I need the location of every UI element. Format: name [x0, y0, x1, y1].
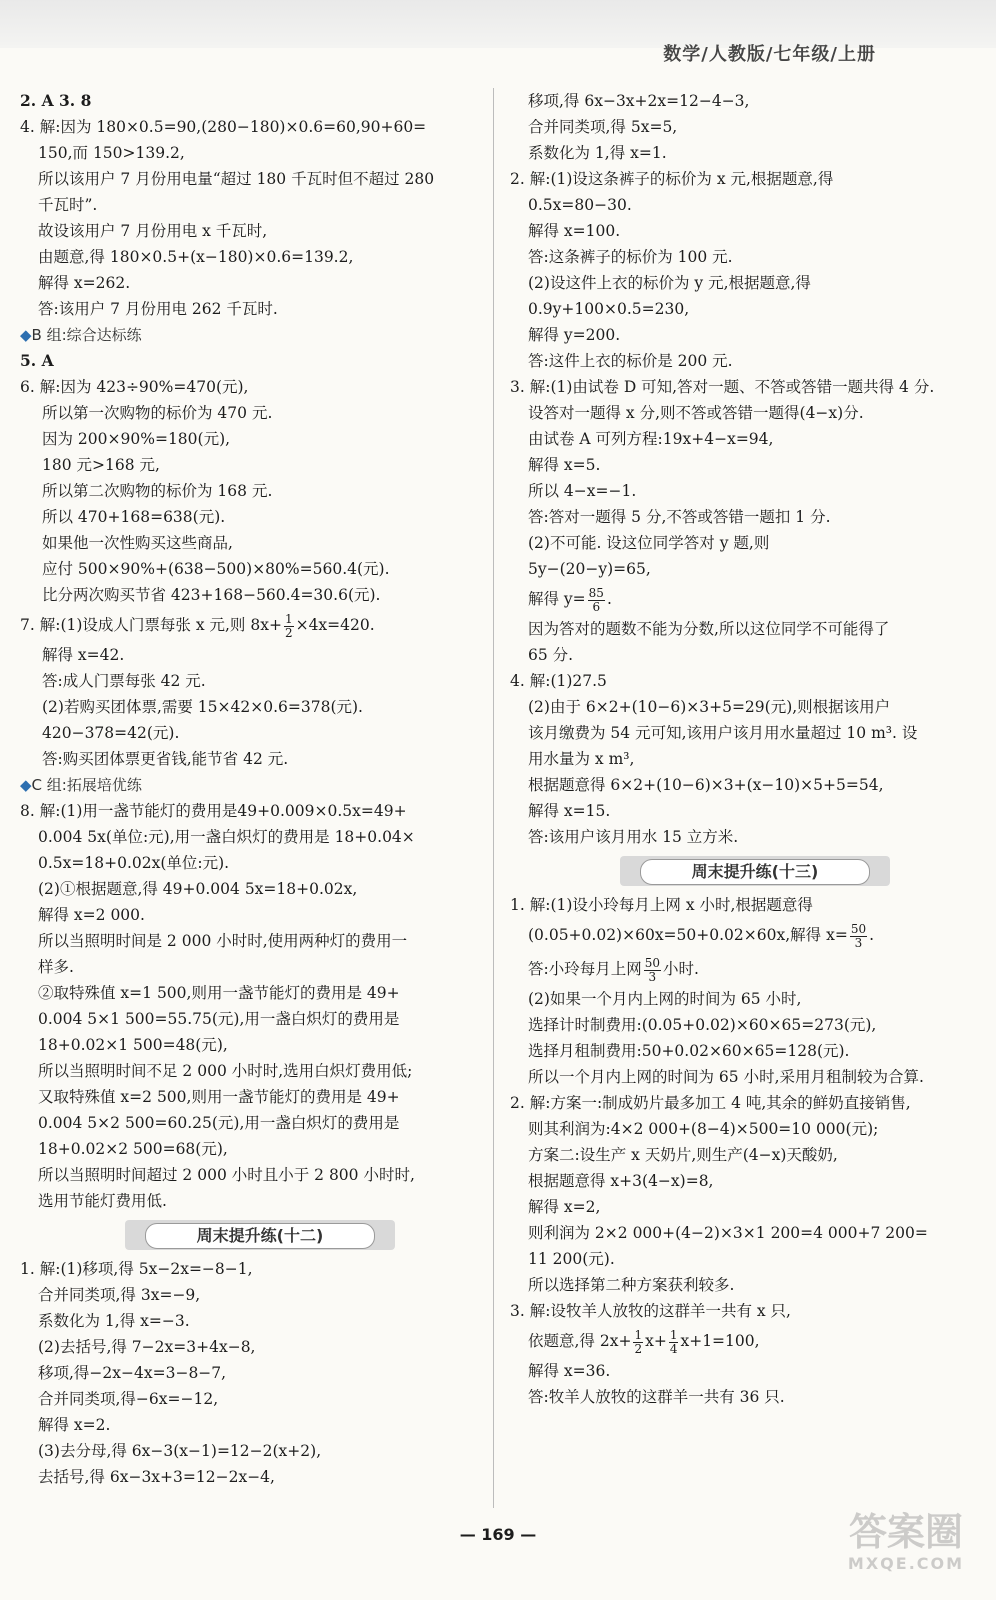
answer-line: 解得 x=36. [528, 1362, 611, 1380]
answer-line: 根据题意得 x+3(4−x)=8, [528, 1172, 714, 1190]
answer-line: 合并同类项,得 5x=5, [528, 118, 678, 136]
answer-line-fraction [510, 1324, 980, 1358]
text-run: C 组:拓展培优练 [31, 776, 142, 794]
answer-line: 千瓦时”. [38, 196, 98, 214]
answer-line: 答:成人门票每张 42 元. [42, 672, 206, 690]
answer-line: 因为 200×90%=180(元), [42, 430, 231, 448]
fraction-numerator: 1 [669, 1327, 678, 1342]
section-banner [125, 1220, 395, 1250]
text-run: 解得 y= [528, 590, 586, 608]
answer-line: (2)①根据题意,得 49+0.004 5x=18+0.02x, [38, 880, 358, 898]
diamond-icon: ◆ [20, 776, 32, 794]
answer-line: 比分两次购买节省 423+168−560.4=30.6(元). [42, 586, 381, 604]
answer-line: 解得 x=42. [42, 646, 125, 664]
answer-line: 65 分. [528, 646, 574, 664]
answer-line: 合并同类项,得 3x=−9, [38, 1286, 201, 1304]
answer-line: 由题意,得 180×0.5+(x−180)×0.6=139.2, [38, 248, 354, 266]
answer-line: 用水量为 x m³, [528, 750, 635, 768]
answer-line: 解得 x=15. [528, 802, 611, 820]
banner-title: 周末提升练(十三) [640, 859, 870, 885]
section-heading [20, 322, 480, 348]
answer-line: 答:购买团体票更省钱,能节省 42 元. [42, 750, 289, 768]
answer-line: 选择计时制费用:(0.05+0.02)×60×65=273(元), [528, 1016, 877, 1034]
answer-line: 答:牧羊人放牧的这群羊一共有 36 只. [528, 1388, 785, 1406]
answer-line: 所以当照明时间是 2 000 小时时,使用两种灯的费用一 [38, 932, 408, 950]
fraction-numerator: 50 [644, 955, 661, 970]
answer-line: 所以 4−x=−1. [528, 482, 637, 500]
answer-line-fraction [510, 582, 980, 616]
answer-line: 3. 解:设牧羊人放牧的这群羊一共有 x 只, [510, 1302, 791, 1320]
answer-line: 2. 解:(1)设这条裤子的标价为 x 元,根据题意,得 [510, 170, 834, 188]
text-run: . [869, 926, 875, 944]
answer-line: 1. 解:(1)设小玲每月上网 x 小时,根据题意得 [510, 896, 813, 914]
answer-line: 由试卷 A 可列方程:19x+4−x=94, [528, 430, 774, 448]
answer-line: 6. 解:因为 423÷90%=470(元), [20, 378, 249, 396]
answer-line: 方案二:设生产 x 天奶片,则生产(4−x)天酸奶, [528, 1146, 838, 1164]
right-column [510, 88, 980, 1410]
answer-line: 系数化为 1,得 x=1. [528, 144, 667, 162]
answer-line: 0.5x=18+0.02x(单位:元). [38, 854, 230, 872]
answer-line-fraction [20, 608, 480, 642]
answer-line: 所以第二次购物的标价为 168 元. [42, 482, 273, 500]
answer-line: 答:答对一题得 5 分,不答或答错一题扣 1 分. [528, 508, 831, 526]
answer-line: 2. A 3. 8 [20, 91, 92, 110]
text-run: 7. 解:(1)设成人门票每张 x 元,则 8x+ [20, 616, 282, 634]
answer-line: 样多. [38, 958, 74, 976]
section-heading [20, 772, 480, 798]
answer-line: 解得 x=2, [528, 1198, 601, 1216]
fraction [588, 587, 605, 614]
fraction-denominator: 2 [634, 1341, 643, 1356]
left-column [20, 88, 480, 1490]
text-run: 答:小玲每月上网 [528, 960, 642, 978]
answer-line: 150,而 150>139.2, [38, 144, 185, 162]
answer-line: 又取特殊值 x=2 500,则用一盏节能灯的费用是 49+ [38, 1088, 400, 1106]
answer-line: (2)设这件上衣的标价为 y 元,根据题意,得 [528, 274, 811, 292]
answer-line: 解得 x=2. [38, 1416, 111, 1434]
fraction-denominator: 3 [648, 969, 657, 984]
answer-line: 2. 解:方案一:制成奶片最多加工 4 吨,其余的鲜奶直接销售, [510, 1094, 911, 1112]
answer-line: 解得 x=262. [38, 274, 131, 292]
answer-line: 如果他一次性购买这些商品, [42, 534, 233, 552]
fraction-denominator: 3 [854, 935, 863, 950]
answer-line: 应付 500×90%+(638−500)×80%=560.4(元). [42, 560, 390, 578]
answer-line: 所以第一次购物的标价为 470 元. [42, 404, 273, 422]
section-banner [620, 856, 890, 886]
answer-line: 设答对一题得 x 分,则不答或答错一题得(4−x)分. [528, 404, 864, 422]
banner-title: 周末提升练(十二) [145, 1223, 375, 1249]
column-divider [493, 88, 494, 1508]
text-run: x+1=100, [680, 1332, 760, 1350]
answer-line: 选择月租制费用:50+0.02×60×65=128(元). [528, 1042, 850, 1060]
answer-line: (2)不可能. 设这位同学答对 y 题,则 [528, 534, 770, 552]
fraction-denominator: 4 [669, 1341, 678, 1356]
answer-line: 0.9y+100×0.5=230, [528, 300, 690, 318]
answer-line: 18+0.02×2 500=68(元), [38, 1140, 228, 1158]
answer-line: 因为答对的题数不能为分数,所以这位同学不可能得了 [528, 620, 890, 638]
answer-line: 0.004 5x(单位:元),用一盏白炽灯的费用是 18+0.04× [38, 828, 415, 846]
answer-line: 去括号,得 6x−3x+3=12−2x−4, [38, 1468, 275, 1486]
answer-line: 该月缴费为 54 元可知,该用户该月用水量超过 10 m³. 设 [528, 724, 918, 742]
text-run: x+ [645, 1332, 667, 1350]
answer-line: 合并同类项,得−6x=−12, [38, 1390, 219, 1408]
fraction-denominator: 6 [592, 599, 601, 614]
text-run: 依题意,得 2x+ [528, 1332, 632, 1350]
answer-line: 0.004 5×1 500=55.75(元),用一盏白炽灯的费用是 [38, 1010, 400, 1028]
answer-line: 0.004 5×2 500=60.25(元),用一盏白炽灯的费用是 [38, 1114, 400, 1132]
answer-line: 答:这件上衣的标价是 200 元. [528, 352, 733, 370]
answer-line: 所以选择第二种方案获利较多. [528, 1276, 735, 1294]
fraction [644, 957, 661, 984]
answer-line: 11 200(元). [528, 1250, 615, 1268]
fraction-numerator: 1 [634, 1327, 643, 1342]
text-run: . [606, 590, 612, 608]
watermark-text: 答案圈 [848, 1510, 963, 1554]
answer-line: 移项,得−2x−4x=3−8−7, [38, 1364, 227, 1382]
text-run: (0.05+0.02)×60x=50+0.02×60x,解得 x= [528, 926, 848, 944]
answer-line: 则其利润为:4×2 000+(8−4)×500=10 000(元); [528, 1120, 879, 1138]
answer-line: 系数化为 1,得 x=−3. [38, 1312, 190, 1330]
answer-line: 则利润为 2×2 000+(4−2)×3×1 200=4 000+7 200= [528, 1224, 928, 1242]
answer-line: 故设该用户 7 月份用电 x 千瓦时, [38, 222, 268, 240]
diamond-icon: ◆ [20, 326, 32, 344]
text-run: B 组:综合达标练 [31, 326, 142, 344]
answer-line: 所以该用户 7 月份用电量“超过 180 千瓦时但不超过 280 [38, 170, 435, 188]
answer-line: (2)去括号,得 7−2x=3+4x−8, [38, 1338, 256, 1356]
answer-line: (2)如果一个月内上网的时间为 65 小时, [528, 990, 802, 1008]
watermark-url: MXQE.COM [847, 1554, 965, 1573]
answer-line: 420−378=42(元). [42, 724, 180, 742]
fraction-numerator: 85 [588, 585, 604, 600]
fraction [633, 1329, 643, 1356]
fraction-numerator: 50 [850, 921, 867, 936]
watermark-logo [836, 1510, 976, 1590]
answer-line: 3. 解:(1)由试卷 D 可知,答对一题、不答或答错一题共得 4 分. [510, 378, 935, 396]
answer-line: 解得 x=100. [528, 222, 621, 240]
answer-line-fraction [510, 918, 980, 952]
fraction [850, 923, 867, 950]
answer-line: 1. 解:(1)移项,得 5x−2x=−8−1, [20, 1260, 253, 1278]
answer-line: 18+0.02×1 500=48(元), [38, 1036, 228, 1054]
text-run: 小时. [663, 960, 699, 978]
fraction-denominator: 2 [284, 625, 293, 640]
answer-line: 解得 y=200. [528, 326, 621, 344]
answer-line: 根据题意得 6×2+(10−6)×3+(x−10)×5+5=54, [528, 776, 884, 794]
answer-line: ②取特殊值 x=1 500,则用一盏节能灯的费用是 49+ [38, 984, 400, 1002]
answer-line: 所以当照明时间超过 2 000 小时且小于 2 800 小时时, [38, 1166, 415, 1184]
answer-line-fraction [510, 952, 980, 986]
answer-line: 5y−(20−y)=65, [528, 560, 651, 578]
answer-line: (3)去分母,得 6x−3(x−1)=12−2(x+2), [38, 1442, 322, 1460]
answer-line: 解得 x=5. [528, 456, 601, 474]
header-title: 数学/人教版/七年级/上册 [663, 44, 876, 65]
answer-line: 解得 x=2 000. [38, 906, 145, 924]
fraction [284, 613, 294, 640]
fraction-numerator: 1 [284, 611, 293, 626]
answer-line: (2)若购买团体票,需要 15×42×0.6=378(元). [42, 698, 363, 716]
answer-line: 所以当照明时间不足 2 000 小时时,选用白炽灯费用低; [38, 1062, 413, 1080]
answer-line: 所以 470+168=638(元). [42, 508, 226, 526]
page-number: — 169 — [459, 1525, 537, 1544]
answer-line: 0.5x=80−30. [528, 196, 632, 214]
answer-line: 答:该用户该月用水 15 立方米. [528, 828, 739, 846]
answer-line: 180 元>168 元, [42, 456, 160, 474]
answer-line: 8. 解:(1)用一盏节能灯的费用是49+0.009×0.5x=49+ [20, 802, 407, 820]
answer-line: 5. A [20, 351, 54, 370]
answer-line: (2)由于 6×2+(10−6)×3+5=29(元),则根据该用户 [528, 698, 891, 716]
answer-line: 4. 解:(1)27.5 [510, 672, 607, 690]
fraction [669, 1329, 679, 1356]
answer-line: 移项,得 6x−3x+2x=12−4−3, [528, 92, 750, 110]
answer-line: 4. 解:因为 180×0.5=90,(280−180)×0.6=60,90+60= [20, 118, 427, 136]
answer-line: 选用节能灯费用低. [38, 1192, 167, 1210]
text-run: ×4x=420. [295, 616, 375, 634]
answer-line: 所以一个月内上网的时间为 65 小时,采用月租制较为合算. [528, 1068, 924, 1086]
answer-line: 答:这条裤子的标价为 100 元. [528, 248, 733, 266]
answer-line: 答:该用户 7 月份用电 262 千瓦时. [38, 300, 278, 318]
